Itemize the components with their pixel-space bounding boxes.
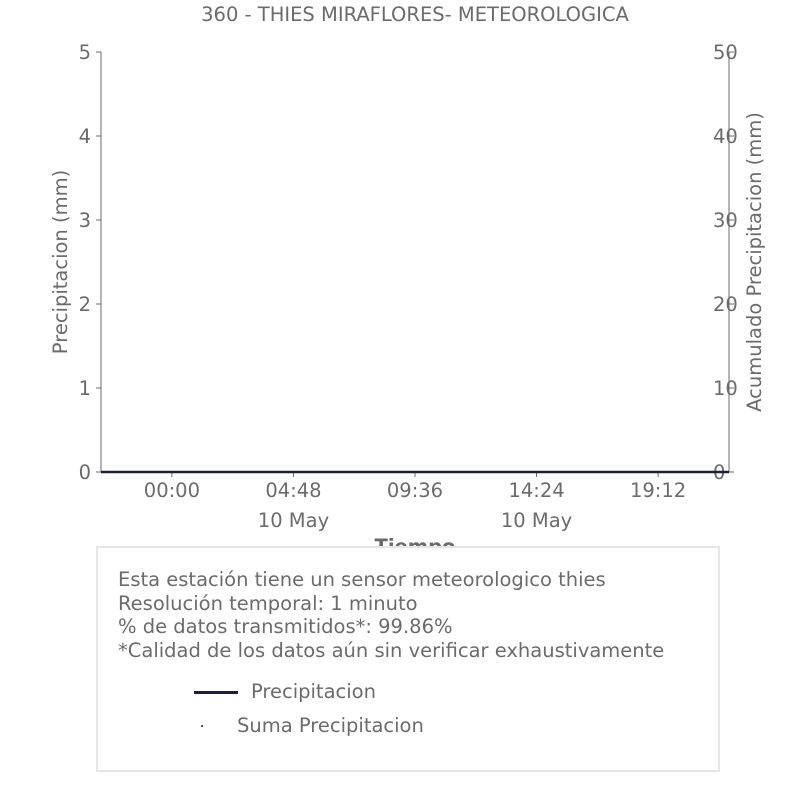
left-y-ticks [79,41,101,484]
right-y-tick-label: 10 [713,377,738,400]
legend-line-swatch [194,691,238,694]
x-tick-label: 04:48 [265,479,322,502]
right-y-tick-label: 40 [713,125,738,148]
x-tick-label: 09:36 [386,479,444,502]
info-text [118,568,664,662]
x-tick-label: 00:00 [143,479,201,502]
x-tick-date-label: 10 May [257,509,330,532]
right-y-tick-label: 50 [713,41,738,64]
right-y-tick-label: 20 [713,293,738,316]
left-y-tick-label: 4 [78,125,91,148]
right-y-tick-label: 30 [713,209,738,232]
x-tick-date-label: 10 May [500,509,573,532]
legend-dot-swatch [201,725,203,727]
left-y-tick-label: 5 [78,41,91,64]
info-box [96,546,720,772]
left-y-tick-label: 0 [78,461,91,484]
x-tick-label: 14:24 [508,479,565,502]
info-line-sensor: Esta estación tiene un sensor meteorologico thies [118,568,606,591]
left-y-tick-label: 2 [78,293,91,316]
info-line-quality: *Calidad de los datos aún sin verificar exhaustivamente [118,638,665,662]
legend-item-suma-precipitacion: Suma Precipitacion [237,714,424,737]
chart-title: 360 - THIES MIRAFLORES- METEOROLOGICA [201,3,629,26]
left-y-tick-label: 1 [78,377,91,400]
right-y-ticks [713,41,738,484]
x-tick-label: 19:12 [629,479,687,502]
info-line-transmitted: % de datos transmitidos*: 99.86% [118,615,453,638]
x-ticks [144,472,686,532]
left-y-tick-label: 3 [78,209,91,232]
y2-axis-label: Acumulado Precipitacion (mm) [743,112,766,412]
right-y-tick-label: 0 [713,461,726,484]
info-line-resolution: Resolución temporal: 1 minuto [118,591,418,615]
legend-item-precipitacion: Precipitacion [251,680,376,703]
y-axis-label: Precipitacion (mm) [49,169,72,355]
